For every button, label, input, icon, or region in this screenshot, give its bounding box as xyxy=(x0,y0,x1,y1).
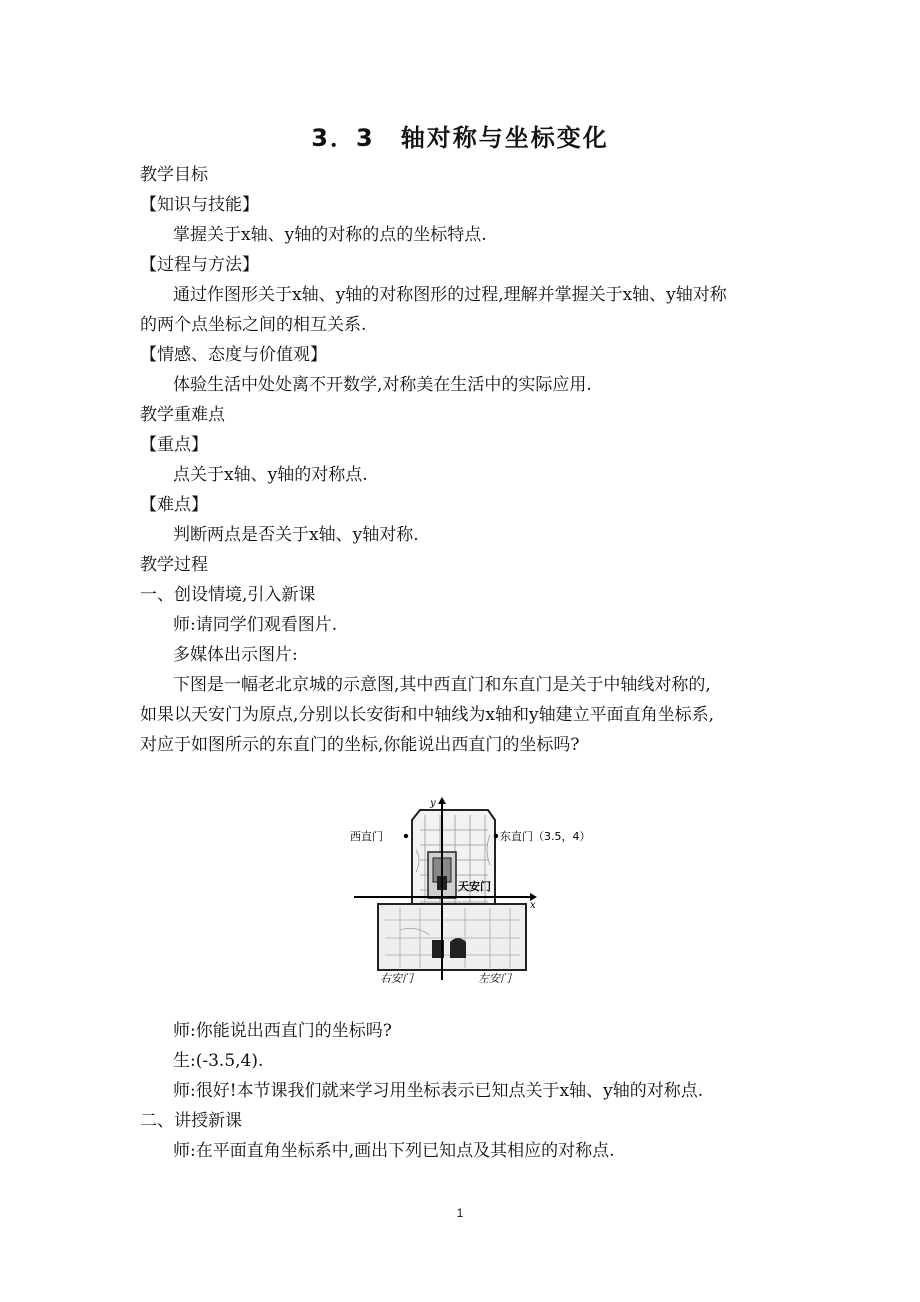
subsection-heading: 【过程与方法】 xyxy=(140,255,259,275)
west-gate-point xyxy=(404,834,408,838)
left-gate-label: 左安门 xyxy=(478,972,511,985)
east-gate-label: 东直门（3.5，4） xyxy=(500,830,591,843)
section-heading: 教学目标 xyxy=(140,165,208,185)
paragraph: 体验生活中处处离不开数学,对称美在生活中的实际应用. xyxy=(173,375,592,395)
paragraph: 掌握关于x轴、y轴的对称的点的坐标特点. xyxy=(173,225,487,245)
paragraph-continued: 的两个点坐标之间的相互关系. xyxy=(140,315,367,335)
section-heading: 教学过程 xyxy=(140,555,208,575)
paragraph: 多媒体出示图片: xyxy=(173,645,298,665)
tiananmen-label: 天安门 xyxy=(458,880,491,893)
y-axis-arrow xyxy=(438,797,446,804)
paragraph: 师:你能说出西直门的坐标吗? xyxy=(173,1021,392,1041)
paragraph: 通过作图形关于x轴、y轴的对称图形的过程,理解并掌握关于x轴、y轴对称 xyxy=(173,285,727,305)
paragraph: 师:请同学们观看图片. xyxy=(173,615,338,635)
paragraph: 师:在平面直角坐标系中,画出下列已知点及其相应的对称点. xyxy=(173,1141,615,1161)
paragraph: 点关于x轴、y轴的对称点. xyxy=(173,465,368,485)
subsection-heading: 【知识与技能】 xyxy=(140,195,259,215)
east-gate-point xyxy=(494,834,498,838)
section-heading: 教学重难点 xyxy=(140,405,225,425)
paragraph: 判断两点是否关于x轴、y轴对称. xyxy=(173,525,419,545)
paragraph-continued: 如果以天安门为原点,分别以长安街和中轴线为x轴和y轴建立平面直角坐标系, xyxy=(140,705,714,725)
x-axis-label: x xyxy=(530,900,536,911)
right-gate-label: 右安门 xyxy=(380,972,413,985)
west-gate-label: 西直门 xyxy=(350,830,383,843)
page-title: 3．3 轴对称与坐标变化 xyxy=(311,124,609,152)
paragraph-continued: 对应于如图所示的东直门的坐标,你能说出西直门的坐标吗? xyxy=(140,735,580,755)
y-axis-label: y xyxy=(430,798,436,809)
paragraph: 下图是一幅老北京城的示意图,其中西直门和东直门是关于中轴线对称的, xyxy=(173,675,711,695)
paragraph: 师:很好!本节课我们就来学习用坐标表示已知点关于x轴、y轴的对称点. xyxy=(173,1081,704,1101)
section-heading: 二、讲授新课 xyxy=(140,1111,242,1131)
section-heading: 一、创设情境,引入新课 xyxy=(140,585,316,605)
subsection-heading: 【情感、态度与价值观】 xyxy=(140,345,327,365)
paragraph: 生:(-3.5,4). xyxy=(173,1051,264,1071)
subsection-heading: 【重点】 xyxy=(140,435,208,455)
subsection-heading: 【难点】 xyxy=(140,495,208,515)
beijing-map-figure xyxy=(340,790,610,990)
page-number: 1 xyxy=(456,1206,464,1220)
